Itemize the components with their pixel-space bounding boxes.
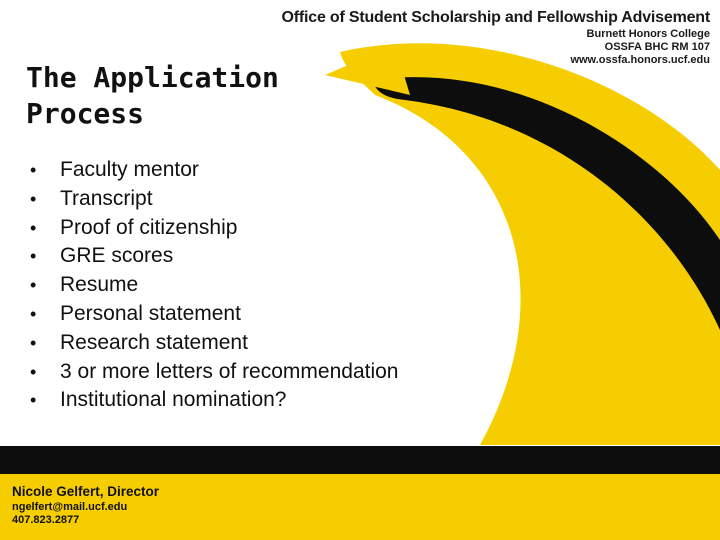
college-name: Burnett Honors College: [586, 28, 710, 40]
list-item: [30, 242, 398, 271]
list-item-text: Transcript: [60, 186, 153, 210]
list-item-text: 3 or more letters of recommendation: [60, 359, 399, 383]
list-item: [30, 300, 398, 329]
slide-title-line2: Process: [26, 97, 145, 130]
list-item: [30, 329, 398, 358]
office-name: Office of Student Scholarship and Fellowship Advisement: [281, 9, 710, 26]
bullet-dot: •: [30, 275, 37, 296]
office-header: [282, 8, 710, 67]
list-item-text: Proof of citizenship: [60, 215, 238, 239]
bullet-dot: •: [30, 332, 37, 353]
list-item-text: Faculty mentor: [60, 158, 199, 181]
bullet-dot: •: [30, 361, 37, 382]
director-name: Nicole Gelfert, Director: [12, 484, 160, 499]
list-item: [30, 156, 398, 185]
footer-black-band: [0, 446, 720, 474]
director-phone: 407.823.2877: [12, 514, 80, 526]
requirements-list: [30, 156, 398, 415]
list-item: [30, 214, 398, 243]
bullet-dot: •: [30, 160, 37, 180]
list-item-text: Research statement: [60, 330, 248, 354]
list-item-text: Resume: [60, 273, 139, 297]
bullet-dot: •: [30, 246, 37, 267]
list-item-text: GRE scores: [60, 244, 174, 268]
list-item: [30, 386, 398, 415]
list-item: [30, 271, 398, 300]
office-website: www.ossfa.honors.ucf.edu: [570, 54, 710, 66]
bullet-dot: •: [30, 217, 37, 238]
list-item-text: Institutional nomination?: [60, 388, 287, 412]
list-item: [30, 185, 398, 214]
director-email: ngelfert@mail.ucf.edu: [12, 501, 128, 513]
list-item: [30, 358, 398, 387]
list-item-text: Personal statement: [60, 301, 241, 325]
bullet-dot: •: [30, 303, 37, 324]
bullet-dot: •: [30, 390, 37, 411]
slide-title: [26, 60, 326, 132]
office-room: OSSFA BHC RM 107: [604, 41, 710, 53]
slide-title-line1: The Application: [26, 61, 279, 94]
bullet-dot: •: [30, 188, 37, 209]
